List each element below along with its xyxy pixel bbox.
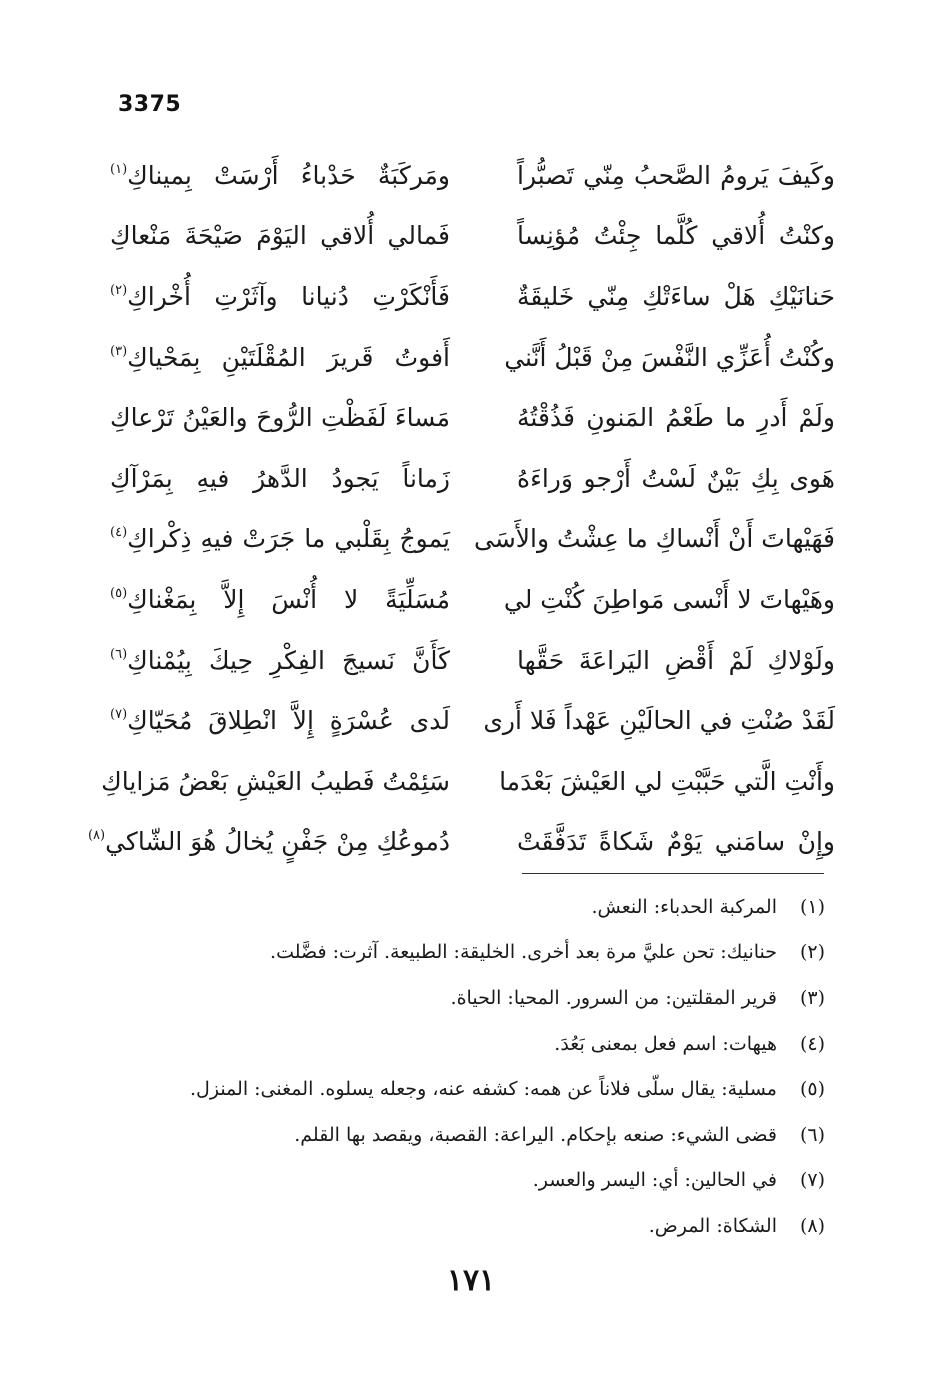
footnote-marker: (٥) [110,585,128,601]
footnote-number: (٧) [799,1169,825,1192]
footnote-number: (٦) [799,1123,825,1146]
footnote-number: (٨) [799,1214,825,1237]
verse-first-hemistich: وكنْتُ أُلاقي كُلَّما جِئْتُ مُؤنِساً [517,221,835,251]
hemistich-text: مُسَلِّيَةً لا أُنْسَ إِلاَّ بِمَغْناكِ [127,584,450,614]
poem-verse [110,145,835,206]
poem-verse [110,509,835,570]
verse-second-hemistich [110,342,450,372]
verse-first-hemistich: لَقَدْ صُنْتِ في الحالَيْنِ عَهْداً فَلا أَرى [483,706,835,736]
verse-second-hemistich [87,827,450,857]
hemistich-text: سَئِمْتُ فَطيبُ العَيْشِ بَعْضُ مَزاياكِ [101,766,450,796]
verse-second-hemistich [110,463,450,493]
footnote-separator [522,873,824,874]
verse-second-hemistich [110,403,450,433]
hemistich-text: دُموعُكِ مِنْ جَفْنٍ يُخالُ هُوَ الشّاكي [105,827,450,857]
poem-verse [110,690,835,751]
hemistich-text: مَساءَ لَفَظْتِ الرُّوحَ والعَيْنُ تَرْعاكِ [110,403,450,433]
verse-second-hemistich [110,221,450,251]
verse-first-hemistich: وكُنْتُ أُعَزِّي النَّفْسَ مِنْ قَبْلُ أَنَّني [504,342,835,372]
hemistich-text: فَأَنْكَرْتِ دُنيانا وآثَرْتِ أُخْراكِ [127,281,450,311]
verse-first-hemistich: وإِنْ سامَني يَوْمٌ شَكاةً تَدَفَّقَتْ [517,827,835,857]
footnote-marker: (١) [110,161,128,177]
poem-verse [101,751,835,812]
footnote-item [100,1203,825,1249]
footnote-marker: (٢) [110,282,128,298]
footnote-item [100,884,825,930]
hemistich-text: أَفوتُ قَريرَ المُقْلَتَيْنِ بِمَحْياكِ [127,342,450,372]
footnote-marker: (٦) [110,646,128,662]
footnote-item [100,930,825,976]
hemistich-text: ومَركَبَةٌ حَدْباءُ أَرْسَتْ بِميناكِ [127,160,450,190]
footnote-text: مسلية: يقال سلّى فلاناً عن همه: كشفه عنه، وجعله يسلوه. المغنى: المنزل. [190,1078,777,1101]
footnote-item [100,1112,825,1158]
footnote-item [100,1066,825,1112]
page-number: ١٧١ [446,1263,496,1298]
verse-second-hemistich [110,584,450,614]
verse-second-hemistich [110,160,450,190]
footnote-text: قضى الشيء: صنعه بإحكام. اليراعة: القصبة، ويقصد بها القلم. [294,1123,777,1146]
hemistich-text: لَدى عُسْرَةٍ إِلاَّ انْطِلاقَ مُحَيّاكِ [127,706,450,736]
verse-first-hemistich: ولَوْلاكِ لَمْ أَقْضِ اليَراعَةَ حَقَّها [517,645,835,675]
footnote-text: هيهات: اسم فعل بمعنى بَعُدَ. [554,1032,777,1055]
footnote-marker: (٨) [87,828,106,844]
footnote-marker: (٤) [110,525,128,541]
footnote-text: المركبة الحدباء: النعش. [591,895,777,918]
poem-verse [110,448,835,509]
reference-number: 3375 [118,92,182,117]
footnote-text: الشكاة: المرض. [648,1214,777,1237]
verse-first-hemistich: هَوى بِكِ بَيْنٌ لَسْتُ أَرْجو وَراءَهُ [517,463,835,493]
verse-second-hemistich [101,766,450,796]
footnote-number: (٥) [799,1078,825,1101]
hemistich-text: كَأَنَّ نَسيجَ الفِكْرِ حِيكَ بِيُمْناكِ [127,645,450,675]
verse-second-hemistich [110,645,450,675]
poem-verse [87,812,835,873]
footnotes [100,884,825,1249]
footnote-item [100,1021,825,1067]
poem-verse [110,327,835,388]
verse-first-hemistich: وهَيْهاتَ لا أَنْسى مَواطِنَ كُنْتِ لي [503,584,835,614]
verse-second-hemistich [110,524,450,554]
footnote-item [100,975,825,1021]
verse-first-hemistich: وأَنْتِ الَّتي حَبَّبْتِ لي العَيْشَ بَعْدَما [499,766,835,796]
hemistich-text: زَماناً يَجودُ الدَّهرُ فيهِ بِمَرْآكِ [110,463,450,493]
footnote-text: قرير المقلتين: من السرور. المحيا: الحياة. [450,986,777,1009]
poem-verse [110,630,835,691]
verse-first-hemistich: حَنانَيْكِ هَلْ ساءَتْكِ مِنّي خَليقَةٌ [517,281,835,311]
verse-second-hemistich [110,281,450,311]
verse-first-hemistich: ولَمْ أَدرِ ما طَعْمُ المَنونِ فَذُقْتُهُ [517,403,835,433]
footnote-number: (٣) [799,986,825,1009]
poem-verse [110,266,835,327]
footnote-text: حنانيك: تحن عليَّ مرة بعد أخرى. الخليقة: الطبيعة. آثرت: فضَّلت. [270,941,777,964]
footnote-number: (٤) [799,1032,825,1055]
footnote-marker: (٣) [110,343,128,359]
poem-verse [110,206,835,267]
verse-first-hemistich: وكَيفَ يَرومُ الصَّحبُ مِنّي تَصبُّراً [517,160,835,190]
poem [87,145,835,872]
poem-verse [110,569,835,630]
verse-first-hemistich: فَهَيْهاتَ أَنْ أَنْساكِ ما عِشْتُ والأَسَى [474,524,835,554]
footnote-marker: (٧) [110,707,128,723]
hemistich-text: يَموجُ بِقَلْبي ما جَرَتْ فيهِ ذِكْراكِ [127,524,450,554]
verse-second-hemistich [110,706,450,736]
footnote-text: في الحالين: أي: اليسر والعسر. [532,1169,777,1192]
poem-verse [110,387,835,448]
footnote-item [100,1158,825,1204]
footnote-number: (١) [799,895,825,918]
footnote-number: (٢) [799,941,825,964]
hemistich-text: فَمالي أُلاقي اليَوْمَ صَيْحَةَ مَنْعاكِ [110,221,450,251]
